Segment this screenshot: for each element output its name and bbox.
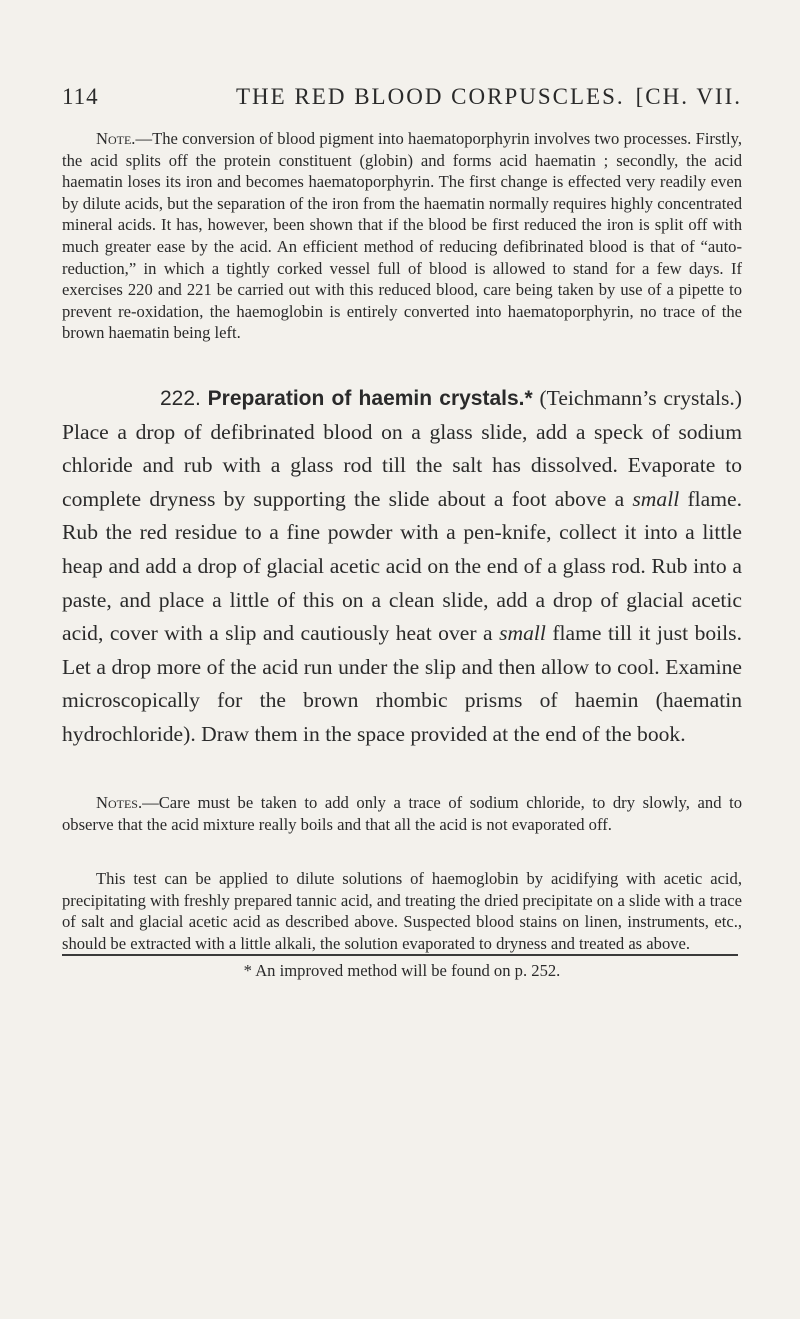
section-italic-a: small <box>632 486 680 511</box>
test-paragraph <box>62 868 742 954</box>
note-paragraph <box>62 128 742 344</box>
chapter-label: [CH. VII. <box>635 84 742 109</box>
notes-label: Notes. <box>96 793 143 812</box>
footnote: * An improved method will be found on p. 252. <box>243 961 561 980</box>
section-italic-b: small <box>499 621 546 646</box>
section-number: 222. <box>160 387 201 410</box>
running-title: THE RED BLOOD CORPUSCLES. <box>236 84 625 109</box>
section-paragraph <box>62 382 742 752</box>
section-222 <box>62 382 742 752</box>
notes-body: —Care must be taken to add only a trace of sodium chloride, to dry slowly, and to observe that the acid mixture really boils and that all the acid is not evaporated off. <box>62 793 742 834</box>
test-text: This test can be applied to dilute solutions of haemoglobin by acidifying with acetic acid, precipitating with freshly prepared tannic acid, and treating the dried precipitate on a slide with a trace of salt and glacial acetic acid as described above. Suspected blood stains on linen, instruments, etc., should be extracted with a little alkali, the solution evaporated to dryness and treated as above. <box>62 869 742 953</box>
page-number: 114 <box>62 84 99 109</box>
running-header <box>62 78 742 118</box>
section-text-b: flame. Rub the red residue to a fine powder with a pen-knife, collect it into a little heap and add a drop of glacial acetic acid on the end of a glass rod. Rub into a paste, and place a little of this on a clean slide, add a drop of glacial acetic acid, cover with a slip and cautiously heat over a <box>62 486 742 646</box>
notes-text <box>62 792 742 835</box>
footnote-rule <box>62 954 738 956</box>
note-text <box>62 128 742 344</box>
notes-paragraph <box>62 792 742 835</box>
section-text-c: flame till it just boils. Let a drop more of the acid run under the slip and then allow to cool. Examine microscopically for the brown rhombic prisms of haemin (haematin hydrochloride). Draw them in the space provided at the end of the book. <box>62 621 742 746</box>
section-title: Preparation of haemin crystals.* <box>207 387 533 410</box>
section-text-a: (Teichmann’s crystals.) Place a drop of defibrinated blood on a glass slide, add a speck of sodium chloride and rub with a glass rod till the salt has dissolved. Evaporate to complete dryness by supporting the slide about a foot above a <box>62 386 742 511</box>
note-label: Note. <box>96 129 136 148</box>
note-body: —The conversion of blood pigment into haematoporphyrin involves two processes. Firstly, the acid splits off the protein constituent (globin) and forms acid haematin ; secondly, the acid haematin loses its iron and becomes haematoporphyrin. The first change is effected very readily even by dilute acids, but the separation of the iron from the haematin normally requires highly concentrated mineral acids. It has, however, been shown that if the blood be first reduced the iron is split off with much greater ease by the acid. An efficient method of reducing defibrinated blood is that of “auto-reduction,” in which a tightly corked vessel full of blood is allowed to stand for a few days. If exercises 220 and 221 be carried out with this reduced blood, care being taken by use of a pipette to prevent re-oxidation, the haemoglobin is entirely converted into haematoporphyrin, no trace of the brown haematin being left. <box>62 129 742 343</box>
